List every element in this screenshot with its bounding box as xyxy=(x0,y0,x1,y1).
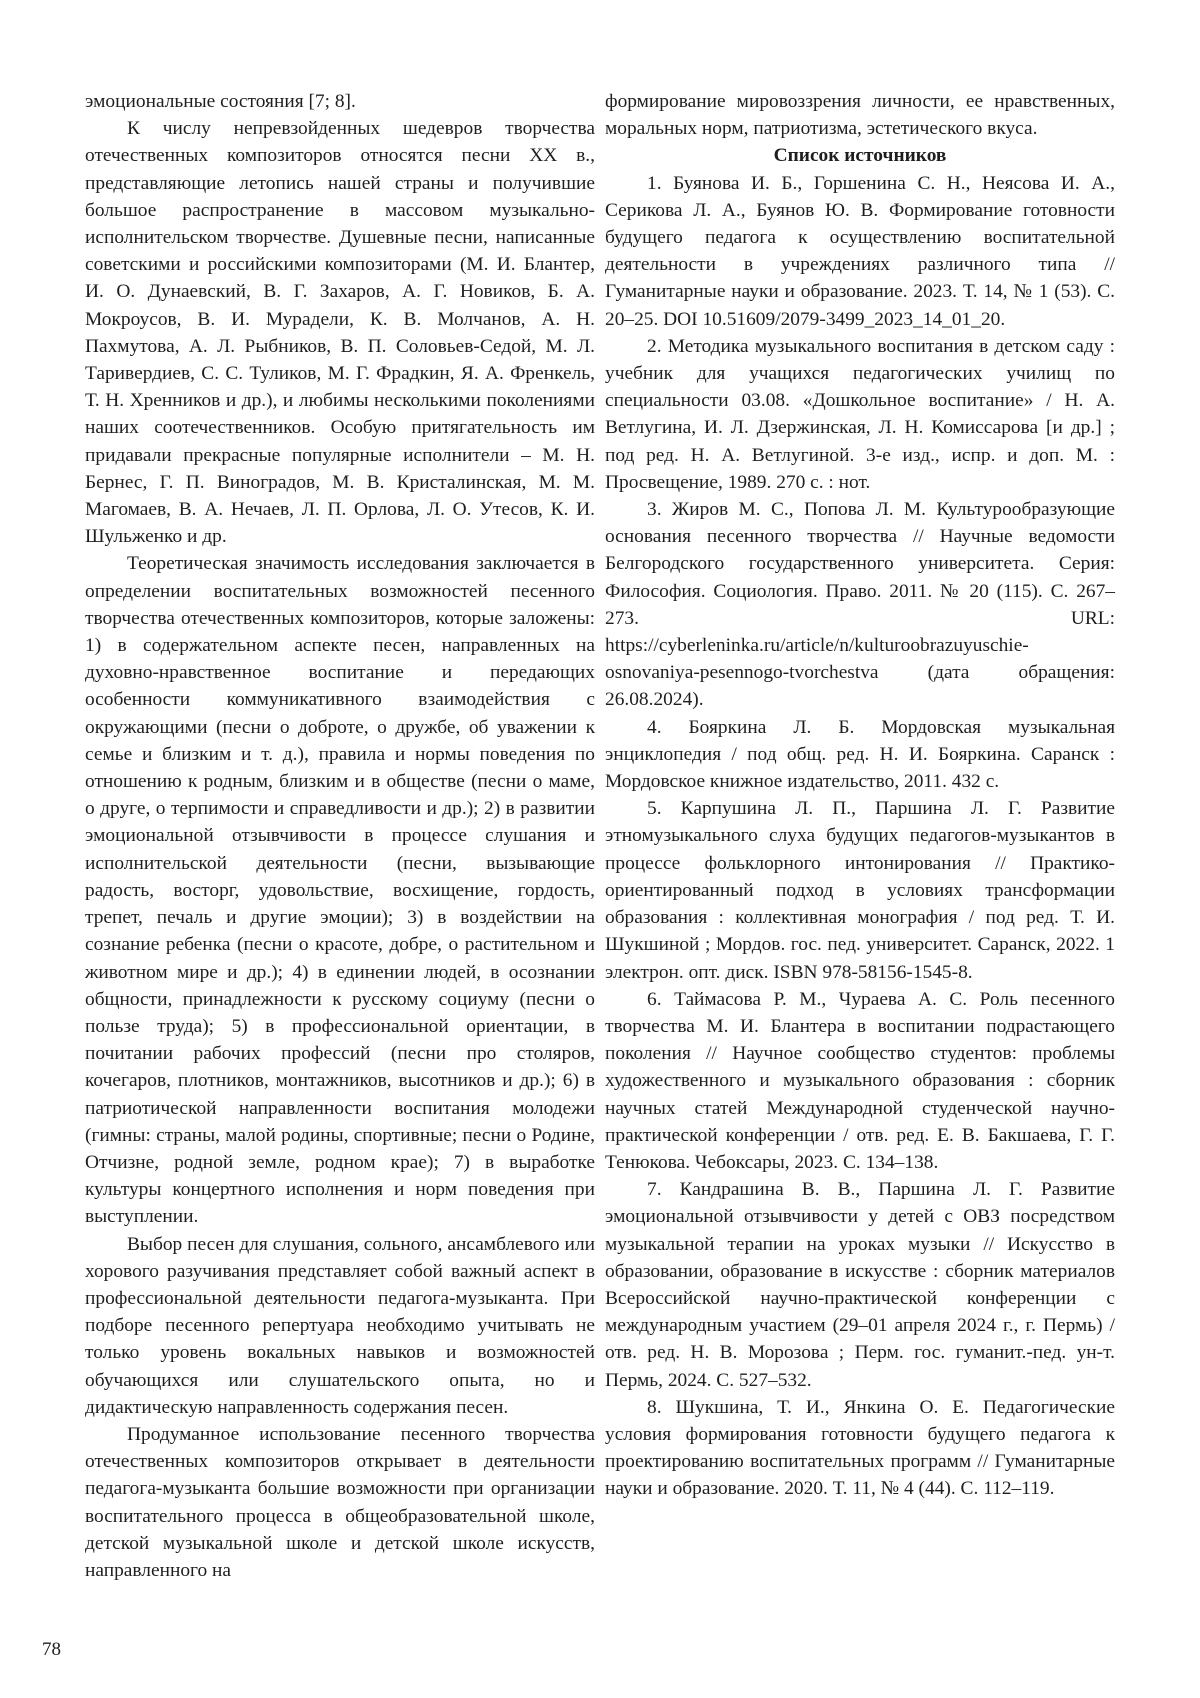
reference-item: 5. Карпушина Л. П., Паршина Л. Г. Развитие этномузыкального слуха будущих педагогов-музыкантов в процессе фольклорного интонирования // Практико-ориентированный подход в условиях трансформации образования : коллективная монография / под ред. Т. И. Шукшиной ; Мордов. гос. пед. университет. Саранск, 2022. 1 электрон. опт. диск. ISBN 978-58156-1545-8. xyxy=(605,798,1115,983)
reference-item: 7. Кандрашина В. В., Паршина Л. Г. Развитие эмоциональной отзывчивости у детей с ОВЗ посредством музыкальной терапии на уроках музыки // Искусство в образовании, образование в искусстве : сборник материалов Всероссийской научно-практической конференции с международным участием (29–01 апреля 2024 г., г. Пермь) / отв. ред. Н. В. Морозова ; Перм. гос. гуманит.-пед. ун-т. Пермь, 2024. С. 527–532. xyxy=(605,1179,1115,1391)
right-column xyxy=(605,88,1115,1503)
paragraph-continuation: эмоциональные состояния [7; 8]. xyxy=(85,91,356,112)
paragraph-conclusion-end: формирование мировоззрения личности, ее нравственных, моральных норм, патриотизма, эстетического вкуса. xyxy=(605,91,1115,140)
reference-item: 4. Бояркина Л. Б. Мордовская музыкальная энциклопедия / под общ. ред. Н. И. Бояркина. Саранск : Мордовское книжное издательство, 2011. 432 с. xyxy=(605,716,1115,793)
reference-item: 8. Шукшина, Т. И., Янкина О. Е. Педагогические условия формирования готовности будущего педагога к проектированию воспитательных программ // Гуманитарные науки и образование. 2020. Т. 11, № 4 (44). С. 112–119. xyxy=(605,1396,1115,1500)
references-list xyxy=(605,170,1115,1503)
page-number: 78 xyxy=(42,1639,61,1660)
paragraph-composers: К числу непревзойденных шедевров творчества отечественных композиторов относятся песни XX в., представляющие летопись нашей страны и получившие большое распространение в массовом музыкально-исполнительском творчестве. Душевные песни, написанные советскими и российскими композиторами (М. И. Блантер, И. О. Дунаевский, В. Г. Захаров, А. Г. Новиков, Б. А. Мокроусов, В. И. Мурадели, К. В. Молчанов, А. Н. Пахмутова, А. Л. Рыбников, В. П. Соловьев-Седой, М. Л. Таривердиев, С. С. Туликов, М. Г. Фрадкин, Я. А. Френкель, Т. Н. Хренников и др.), и любимы несколькими поколениями наших соотечественников. Особую притягательность им придавали прекрасные популярные исполнители – М. Н. Бернес, Г. П. Виноградов, М. В. Кристалинская, М. М. Магомаев, В. А. Нечаев, Л. П. Орлова, Л. О. Утесов, К. И. Шульженко и др. xyxy=(85,118,595,548)
left-column xyxy=(85,88,595,1584)
paragraph-theoretical-significance: Теоретическая значимость исследования заключается в определении воспитательных возможностей песенного творчества отечественных композиторов, которые заложены: 1) в содержательном аспекте песен, направленных на духовно-нравственное воспитание и передающих особенности коммуникативного взаимодействия с окружающими (песни о доброте, о дружбе, об уважении к семье и близким и т. д.), правила и нормы поведения по отношению к родным, близким и в обществе (песни о маме, о друге, о терпимости и справедливости и др.); 2) в развитии эмоциональной отзывчивости в процессе слушания и исполнительской деятельности (песни, вызывающие радость, восторг, удовольствие, восхищение, гордость, трепет, печаль и другие эмоции); 3) в воздействии на сознание ребенка (песни о красоте, добре, о растительном и животном мире и др.); 4) в единении людей, в осознании общности, принадлежности к русскому социуму (песни о пользе труда); 5) в профессиональной ориентации, в почитании рабочих профессий (песни про столяров, кочегаров, плотников, монтажников, высотников и др.); 6) в патриотической направленности воспитания молодежи (гимны: страны, малой родины, спортивные; песни о Родине, Отчизне, родной земле, родном крае); 7) в выработке культуры концертного исполнения и норм поведения при выступлении. xyxy=(85,553,595,1228)
reference-item: 1. Буянова И. Б., Горшенина С. Н., Неясова И. А., Серикова Л. А., Буянов Ю. В. Формирование готовности будущего педагога к осуществлению воспитательной деятельности в учреждениях различного типа // Гуманитарные науки и образование. 2023. Т. 14, № 1 (53). С. 20–25. DOI 10.51609/2079-3499_2023_14_01_20. xyxy=(605,172,1115,330)
references-heading: Список источников xyxy=(773,145,947,167)
reference-item: 6. Таймасова Р. М., Чураева А. С. Роль песенного творчества М. И. Блантера в воспитании подрастающего поколения // Научное сообщество студентов: проблемы художественного и музыкального образования : сборник научных статей Международной студенческой научно-практической конференции / отв. ред. Е. В. Бакшаева, Г. Г. Тенюкова. Чебоксары, 2023. С. 134–138. xyxy=(605,988,1115,1173)
paragraph-conclusion: Продуманное использование песенного творчества отечественных композиторов открывает в деятельности педагога-музыканта большие возможности при организации воспитательного процесса в общеобразовательной школе, детской музыкальной школе и детской школе искусств, направленного на xyxy=(85,1423,595,1581)
paragraph-song-selection: Выбор песен для слушания, сольного, ансамблевого или хорового разучивания представляет собой важный аспект в профессиональной деятельности педагога-музыканта. При подборе песенного репертуара необходимо учитывать не только уровень вокальных навыков и возможностей обучающихся или слушательского опыта, но и дидактическую направленность содержания песен. xyxy=(85,1233,595,1418)
reference-item: 3. Жиров М. С., Попова Л. М. Культурообразующие основания песенного творчества // Научные ведомости Белгородского государственного университета. Серия: Философия. Социология. Право. 2011. № 20 (115). С. 267–273. URL: https://cyberleninka.ru/article/n/kulturoobrazuyuschie-osnovaniya-pesennogo-tvorchestva (дата обращения: 26.08.2024). xyxy=(605,499,1115,711)
reference-item: 2. Методика музыкального воспитания в детском саду : учебник для учащихся педагогических училищ по специальности 03.08. «Дошкольное воспитание» / Н. А. Ветлугина, И. Л. Дзержинская, Л. Н. Комиссарова [и др.] ; под ред. Н. А. Ветлугиной. 3-е изд., испр. и доп. М. : Просвещение, 1989. 270 с. : нот. xyxy=(605,335,1115,493)
